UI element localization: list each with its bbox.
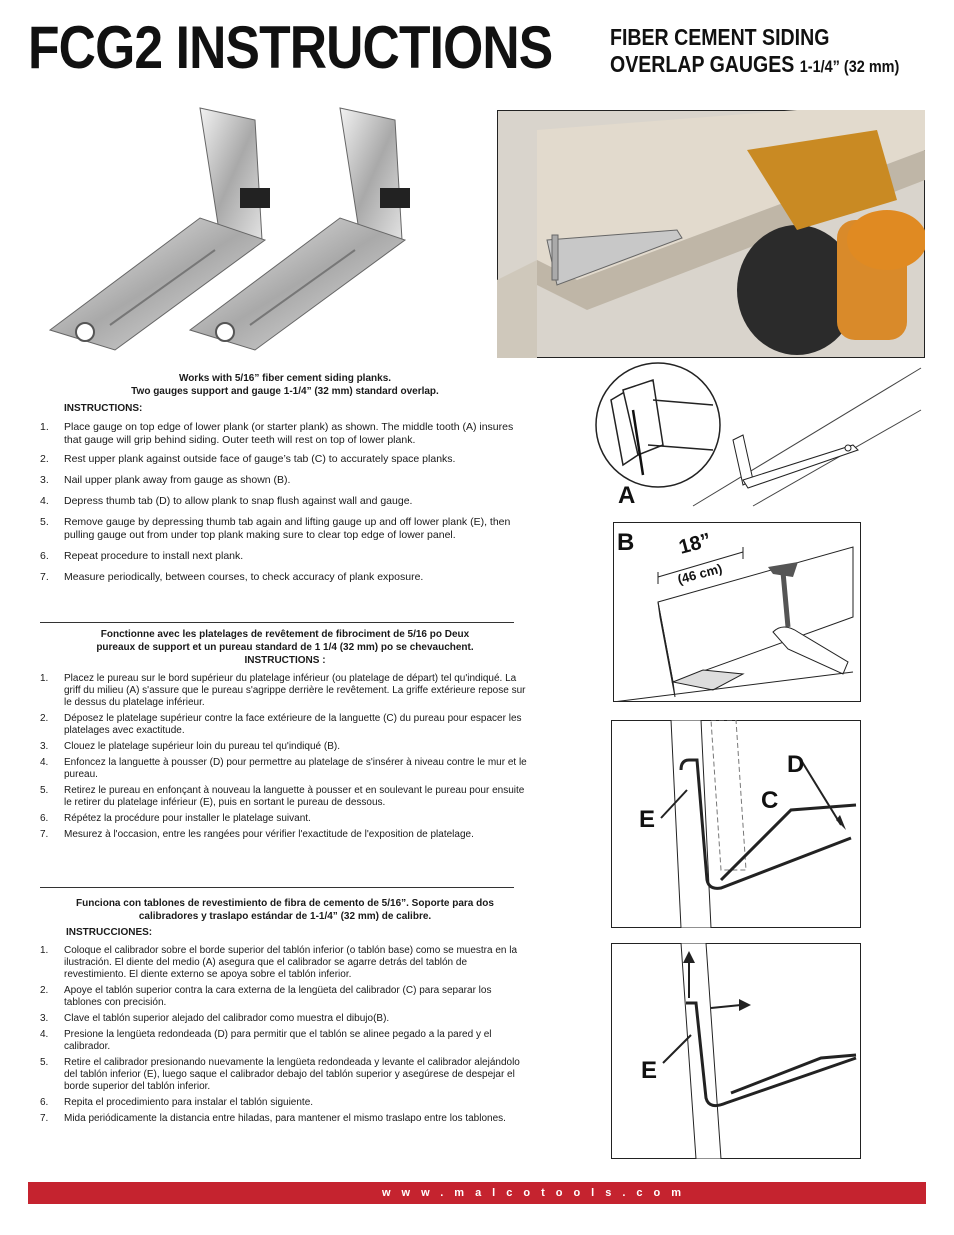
list-item: 7. Measure periodically, between courses, to check accuracy of plank exposure. bbox=[40, 571, 424, 583]
list-item: 6. Repeat procedure to install next plank. bbox=[40, 550, 244, 562]
label-b: B bbox=[617, 529, 635, 556]
list-item: 2. Déposez le platelage supérieur contre la face extérieure de la languette (C) du pureau pour espacer les platelages avec exactitude. bbox=[40, 713, 522, 736]
list-item: 1. Coloque el calibrador sobre el borde superior del tablón inferior (o tablón base) como se muestra en la ilustración. El diente del medio (A) asegura que el calibrador se agarre detrás del tablón de revestimiento. El diente externo se apoya sobre el tablón inferior. bbox=[40, 945, 518, 980]
subtitle-line-2 bbox=[610, 51, 900, 80]
figure-a bbox=[593, 360, 923, 510]
dimension-inches: 18” bbox=[676, 529, 714, 559]
list-item: 1. Placez le pureau sur le bord supérieur du platelage inférieur (ou platelage de départ) tel qu'indiqué. La griff du milieu (A) s'assure que le pureau s'agrippe derrière le revêtement. La griffe extérieure repose sur le dessus du platelage inférieur. bbox=[40, 673, 526, 708]
list-item: 5. Retirez le pureau en enfonçant à nouveau la languette à pousser et en soulevant le pureau pour ensuite le retirer du platelage inférieur (E), puis en sortant le pureau de dessous. bbox=[40, 785, 525, 808]
footer-url-link[interactable]: www.malcotools.com bbox=[381, 1187, 693, 1199]
section-divider bbox=[40, 887, 514, 888]
french-steps bbox=[40, 673, 530, 841]
list-item: 4. Presione la lengüeta redondeada (D) para permitir que el tablón se alinee pegado a la pared y el calibrador. bbox=[40, 1029, 492, 1052]
french-intro-1: Fonctionne avec les platelages de revêtement de fibrociment de 5/16 po Deux bbox=[100, 629, 470, 640]
gauges-product-image bbox=[40, 100, 480, 360]
page-title: FCG2 INSTRUCTIONS bbox=[28, 14, 553, 81]
spanish-section bbox=[40, 897, 530, 1129]
list-item: 2. Rest upper plank against outside face of gauge’s tab (C) to accurately space planks. bbox=[40, 453, 456, 465]
list-item: 6. Répétez la procédure pour installer le platelage suivant. bbox=[40, 813, 311, 824]
list-item: 7. Mesurez à l'occasion, entre les rangées pour vérifier l'exactitude de l'exposition de platelage. bbox=[40, 829, 474, 840]
list-item: 4. Enfoncez la languette à pousser (D) pour permettre au platelage de s'insérer à niveau contre le mur et le pureau. bbox=[40, 757, 527, 780]
page-subtitle bbox=[610, 24, 900, 80]
subtitle-product: OVERLAP GAUGES bbox=[610, 51, 795, 77]
list-item: 5. Remove gauge by depressing thumb tab again and lifting gauge up and off lower plank (E), then pulling gauge out from under top plank making sure to clear top edge of lower panel. bbox=[40, 516, 511, 541]
list-item: 7. Mida periódicamente la distancia entre hiladas, para mantener el mismo traslapo entre los tablones. bbox=[40, 1113, 506, 1124]
list-item: 3. Nail upper plank away from gauge as shown (B). bbox=[40, 474, 291, 486]
spanish-steps bbox=[40, 945, 530, 1125]
list-item: 3. Clave el tablón superior alejado del calibrador como muestra el dibujo(B). bbox=[40, 1013, 390, 1024]
figure-cde bbox=[611, 720, 861, 928]
english-section bbox=[40, 372, 530, 588]
list-item: 6. Repita el procedimiento para instalar el tablón siguiente. bbox=[40, 1097, 314, 1108]
list-item: 4. Depress thumb tab (D) to allow plank to snap flush against wall and gauge. bbox=[40, 495, 413, 507]
figure-e bbox=[611, 943, 861, 1159]
french-heading: INSTRUCTIONS : bbox=[244, 655, 326, 666]
list-item: 3. Clouez le platelage supérieur loin du pureau tel qu'indiqué (B). bbox=[40, 741, 340, 752]
english-intro-2: Two gauges support and gauge 1-1/4” (32 mm) standard overlap. bbox=[131, 386, 439, 397]
label-c: C bbox=[761, 787, 779, 814]
list-item: 1. Place gauge on top edge of lower plank (or starter plank) as shown. The middle tooth (A) insures that gauge will grip behind siding. Outer teeth will rest on top of lower plank. bbox=[40, 421, 514, 446]
english-steps bbox=[40, 421, 530, 584]
list-item: 2. Apoye el tablón superior contra la cara externa de la lengüeta del calibrador (C) para separar los tablones con precisión. bbox=[40, 985, 492, 1008]
subtitle-size: 1-1/4” (32 mm) bbox=[799, 57, 900, 76]
subtitle-line-1: FIBER CEMENT SIDING bbox=[610, 24, 830, 50]
label-e-top: E bbox=[639, 806, 656, 833]
french-intro-2: pureaux de support et un pureau standard de 1 1/4 (32 mm) po se chevauchent. bbox=[96, 642, 474, 653]
footer-bar bbox=[28, 1182, 926, 1204]
section-divider bbox=[40, 622, 514, 623]
figure-b bbox=[613, 522, 861, 702]
french-section bbox=[40, 628, 530, 845]
spanish-intro-1: Funciona con tablones de revestimiento de fibra de cemento de 5/16”. Soporte para dos bbox=[76, 898, 494, 909]
label-d: D bbox=[787, 751, 805, 778]
english-intro-1: Works with 5/16” fiber cement siding planks. bbox=[178, 373, 392, 384]
spanish-heading: INSTRUCCIONES: bbox=[66, 927, 153, 938]
english-heading: INSTRUCTIONS: bbox=[64, 403, 143, 414]
label-e-bottom: E bbox=[641, 1057, 658, 1084]
list-item: 5. Retire el calibrador presionando nuevamente la lengüeta redondeada y levante el calibrador alejándolo del tablón inferior (E), luego saque el calibrador debajo del tablón superior y asegúrese de despejar el borde superior del tablón inferior. bbox=[40, 1057, 520, 1092]
installation-photo bbox=[497, 110, 925, 358]
label-a: A bbox=[618, 482, 636, 509]
spanish-intro-2: calibradores y traslapo estándar de 1-1/4” (32 mm) de calibre. bbox=[138, 911, 432, 922]
dimension-cm: (46 cm) bbox=[675, 560, 724, 587]
